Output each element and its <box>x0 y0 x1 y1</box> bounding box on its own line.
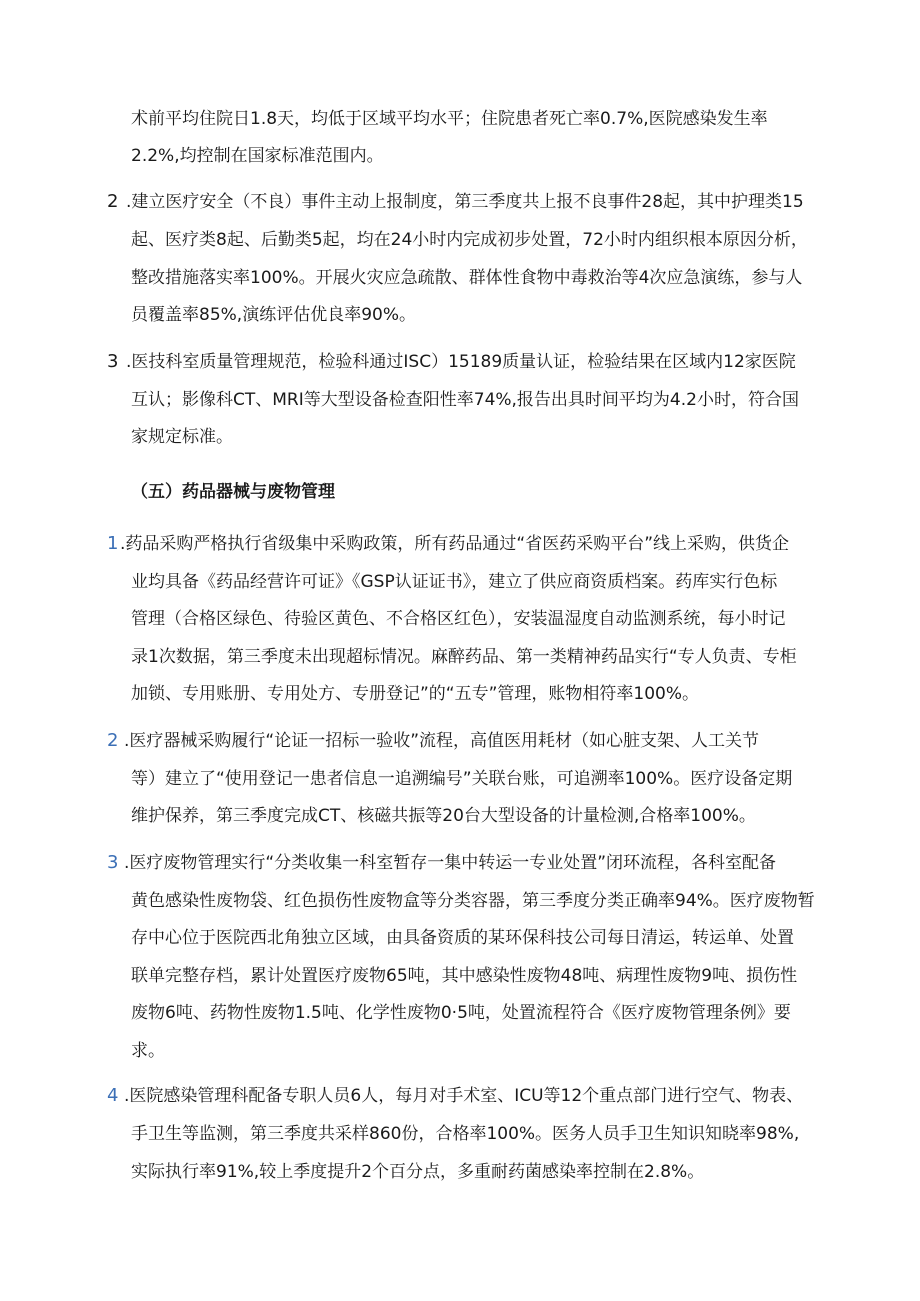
list-item-number: 4 <box>107 1085 119 1106</box>
list-item-line: 家规定标准。 <box>131 427 233 447</box>
list-item-line: .医院感染管理科配备专职人员6人，每月对手术室、ICU等12个重点部门进行空气、物表、 <box>124 1086 804 1106</box>
list-item-line: 存中心位于医院西北角独立区域，由具备资质的某环保科技公司每日清运，转运单、处置 <box>131 928 794 948</box>
list-item-line: .药品采购严格执行省级集中采购政策，所有药品通过“省医药采购平台”线上采购，供货企 <box>120 534 790 554</box>
list-item-number: 2 <box>107 191 119 212</box>
list-item-line: 整改措施落实率100%。开展火灾应急疏散、群体性食物中毒救治等4次应急演练，参与人 <box>131 268 803 288</box>
list-item-number: 3 <box>107 351 119 372</box>
list-item-line: 加锁、专用账册、专用处方、专册登记”的“五专”管理，账物相符率100%。 <box>131 684 700 704</box>
intro-line: 2.2%,均控制在国家标准范围内。 <box>131 146 384 166</box>
list-item-line: 管理（合格区绿色、待验区黄色、不合格区红色），安装温湿度自动监测系统，每小时记 <box>131 609 786 629</box>
list-item-line: 互认；影像科CT、MRI等大型设备检查阳性率74%,报告出具时间平均为4.2小时，符合国 <box>131 390 799 410</box>
list-item-number: 1 <box>107 533 119 554</box>
list-item-line: 废物6吨、药物性废物1.5吨、化学性废物0·5吨，处置流程符合《医疗废物管理条例》要 <box>131 1003 791 1023</box>
list-item-line: 黄色感染性废物袋、红色损伤性废物盒等分类容器，第三季度分类正确率94%。医疗废物暂 <box>131 891 815 911</box>
list-item-line: 等）建立了“使用登记一患者信息一追溯编号”关联台账，可追溯率100%。医疗设备定期 <box>131 769 793 789</box>
list-item-line: .医疗器械采购履行“论证一招标一验收”流程，高值医用耗材（如心脏支架、人工关节 <box>124 731 760 751</box>
list-item-line: 起、医疗类8起、后勤类5起，均在24小时内完成初步处置，72小时内组织根本原因分析， <box>131 230 808 250</box>
list-item-line: 求。 <box>131 1041 165 1061</box>
intro-line: 术前平均住院日1.8天，均低于区域平均水平；住院患者死亡率0.7%,医院感染发生率 <box>131 109 768 129</box>
list-item-line: 业均具备《药品经营许可证》《GSP认证证书》，建立了供应商资质档案。药库实行色标 <box>131 572 778 592</box>
list-item-line: .医技科室质量管理规范，检验科通过ISC）15189质量认证，检验结果在区域内12家医院 <box>126 352 796 372</box>
list-item-line: 实际执行率91%,较上季度提升2个百分点，多重耐药菌感染率控制在2.8%。 <box>131 1162 705 1182</box>
list-item-line: 联单完整存档，累计处置医疗废物65吨，其中感染性废物48吨、病理性废物9吨、损伤性 <box>131 966 798 986</box>
list-item-line: .建立医疗安全（不良）事件主动上报制度，第三季度共上报不良事件28起，其中护理类15 <box>126 192 804 212</box>
list-item-line: 录1次数据，第三季度未出现超标情况。麻醉药品、第一类精神药品实行“专人负责、专柜 <box>131 647 797 667</box>
list-item-line: .医疗废物管理实行“分类收集一科室暂存一集中转运一专业处置”闭环流程，各科室配备 <box>124 853 777 873</box>
list-item-line: 维护保养，第三季度完成CT、核磁共振等20台大型设备的计量检测,合格率100%。 <box>131 806 756 826</box>
list-item-number: 2 <box>107 730 119 751</box>
list-item-line: 手卫生等监测，第三季度共采样860份，合格率100%。医务人员手卫生知识知晓率98%, <box>131 1124 800 1144</box>
list-item-line: 员覆盖率85%,演练评估优良率90%。 <box>131 305 416 325</box>
list-item-number: 3 <box>107 852 119 873</box>
section-heading: （五）药品器械与废物管理 <box>131 482 335 502</box>
